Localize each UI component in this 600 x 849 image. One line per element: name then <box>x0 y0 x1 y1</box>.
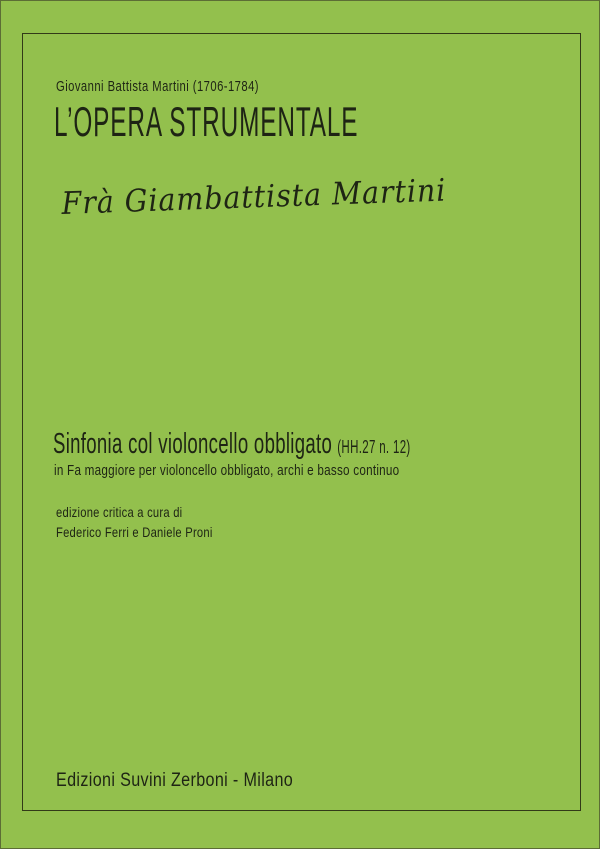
catalog-number: (HH.27 n. 12) <box>337 437 411 457</box>
work-subtitle: in Fa maggiore per violoncello obbligato, archi e basso continuo <box>54 462 400 479</box>
publisher-imprint: Edizioni Suvini Zerboni - Milano <box>56 770 294 791</box>
work-title: Sinfonia col violoncello obbligato <box>53 428 333 460</box>
edition-editors: Federico Ferri e Daniele Proni <box>56 523 213 540</box>
composer-signature: Frà Giambattista Martini <box>60 172 447 222</box>
edition-credit-line: edizione critica a cura di <box>56 504 183 520</box>
edition-block <box>56 503 213 542</box>
composer-name: Giovanni Battista Martini (1706-1784) <box>56 78 260 95</box>
work-title-line <box>53 430 411 459</box>
series-title: L’OPERA STRUMENTALE <box>54 98 359 145</box>
cover-frame-border <box>22 33 581 811</box>
